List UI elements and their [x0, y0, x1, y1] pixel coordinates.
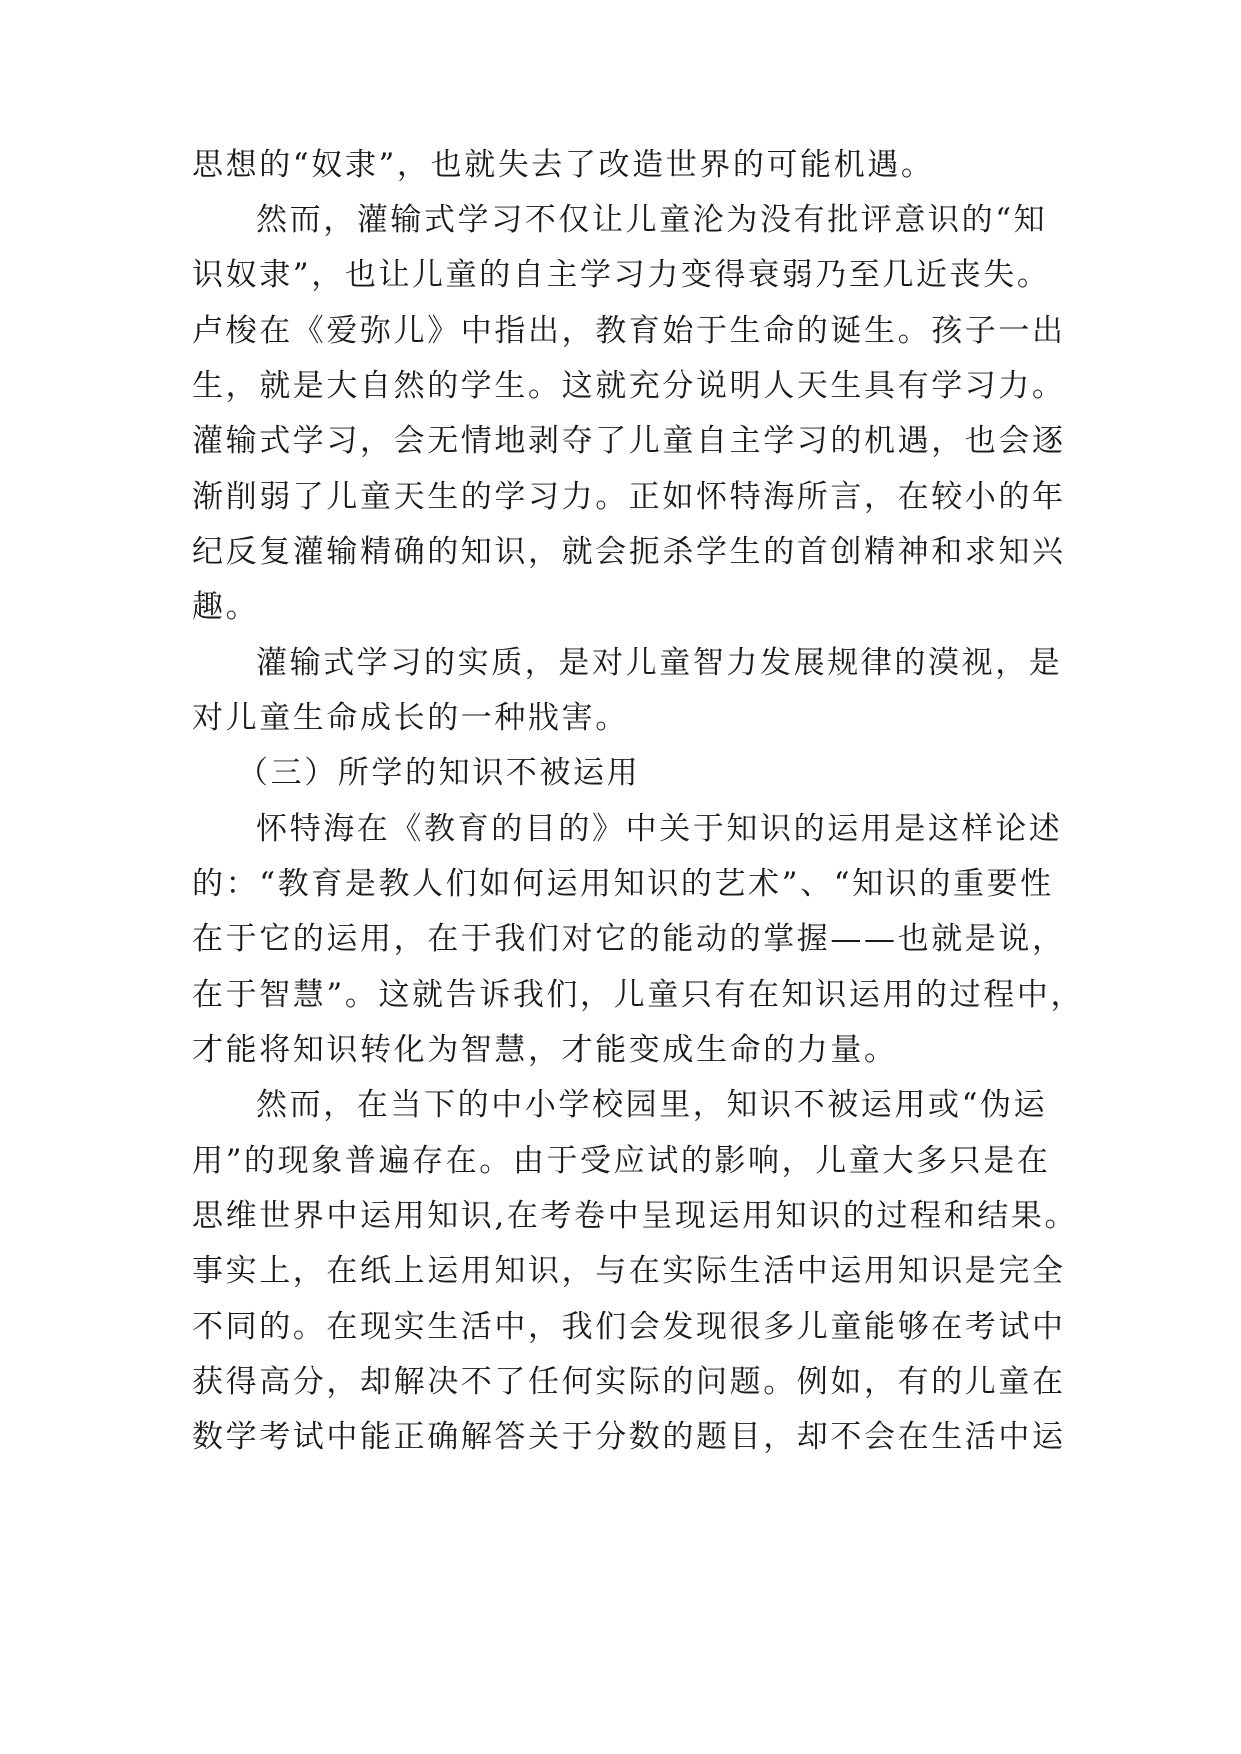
text-line: 不同的。在现实生活中，我们会发现很多儿童能够在考试中	[192, 1309, 1066, 1345]
text-line: 生，就是大自然的学生。这就充分说明人天生具有学习力。	[192, 368, 1066, 404]
text-line: 趣。	[192, 589, 260, 625]
text-line: 纪反复灌输精确的知识，就会扼杀学生的首创精神和求知兴	[192, 534, 1066, 570]
text-line: 用”的现象普遍存在。由于受应试的影响，儿童大多只是在	[192, 1143, 1051, 1179]
text-line: 灌输式学习，会无情地剥夺了儿童自主学习的机遇，也会逐	[192, 423, 1066, 459]
text-line: 灌输式学习的实质，是对儿童智力发展规律的漠视，是	[256, 645, 1063, 681]
text-line: 思维世界中运用知识,在考卷中呈现运用知识的过程和结果。	[192, 1198, 1079, 1234]
text-line: 才能将知识转化为智慧，才能变成生命的力量。	[192, 1032, 898, 1068]
text-line: 在于它的运用，在于我们对它的能动的掌握——也就是说，	[192, 921, 1066, 957]
text-line: 然而，灌输式学习不仅让儿童沦为没有批评意识的“知	[256, 202, 1048, 238]
text-line: 卢梭在《爱弥儿》中指出，教育始于生命的诞生。孩子一出	[192, 313, 1066, 349]
text-line: 数学考试中能正确解答关于分数的题目，却不会在生活中运	[192, 1419, 1066, 1455]
text-line: 事实上，在纸上运用知识，与在实际生活中运用知识是完全	[192, 1253, 1066, 1289]
section-heading: （三）所学的知识不被运用	[237, 755, 641, 791]
text-line: 的：“教育是教人们如何运用知识的艺术”、“知识的重要性	[192, 866, 1054, 902]
text-line: 思想的“奴隶”，也就失去了改造世界的可能机遇。	[192, 147, 935, 183]
text-line: 然而，在当下的中小学校园里，知识不被运用或“伪运	[256, 1087, 1048, 1123]
text-line: 渐削弱了儿童天生的学习力。正如怀特海所言，在较小的年	[192, 479, 1066, 515]
text-line: 在于智慧”。这就告诉我们，儿童只有在知识运用的过程中，	[192, 977, 1085, 1013]
text-line: 怀特海在《教育的目的》中关于知识的运用是这样论述	[256, 811, 1063, 847]
text-line: 获得高分，却解决不了任何实际的问题。例如，有的儿童在	[192, 1364, 1066, 1400]
text-line: 识奴隶”，也让儿童的自主学习力变得衰弱乃至几近丧失。	[192, 257, 1051, 293]
text-line: 对儿童生命成长的一种戕害。	[192, 700, 629, 736]
